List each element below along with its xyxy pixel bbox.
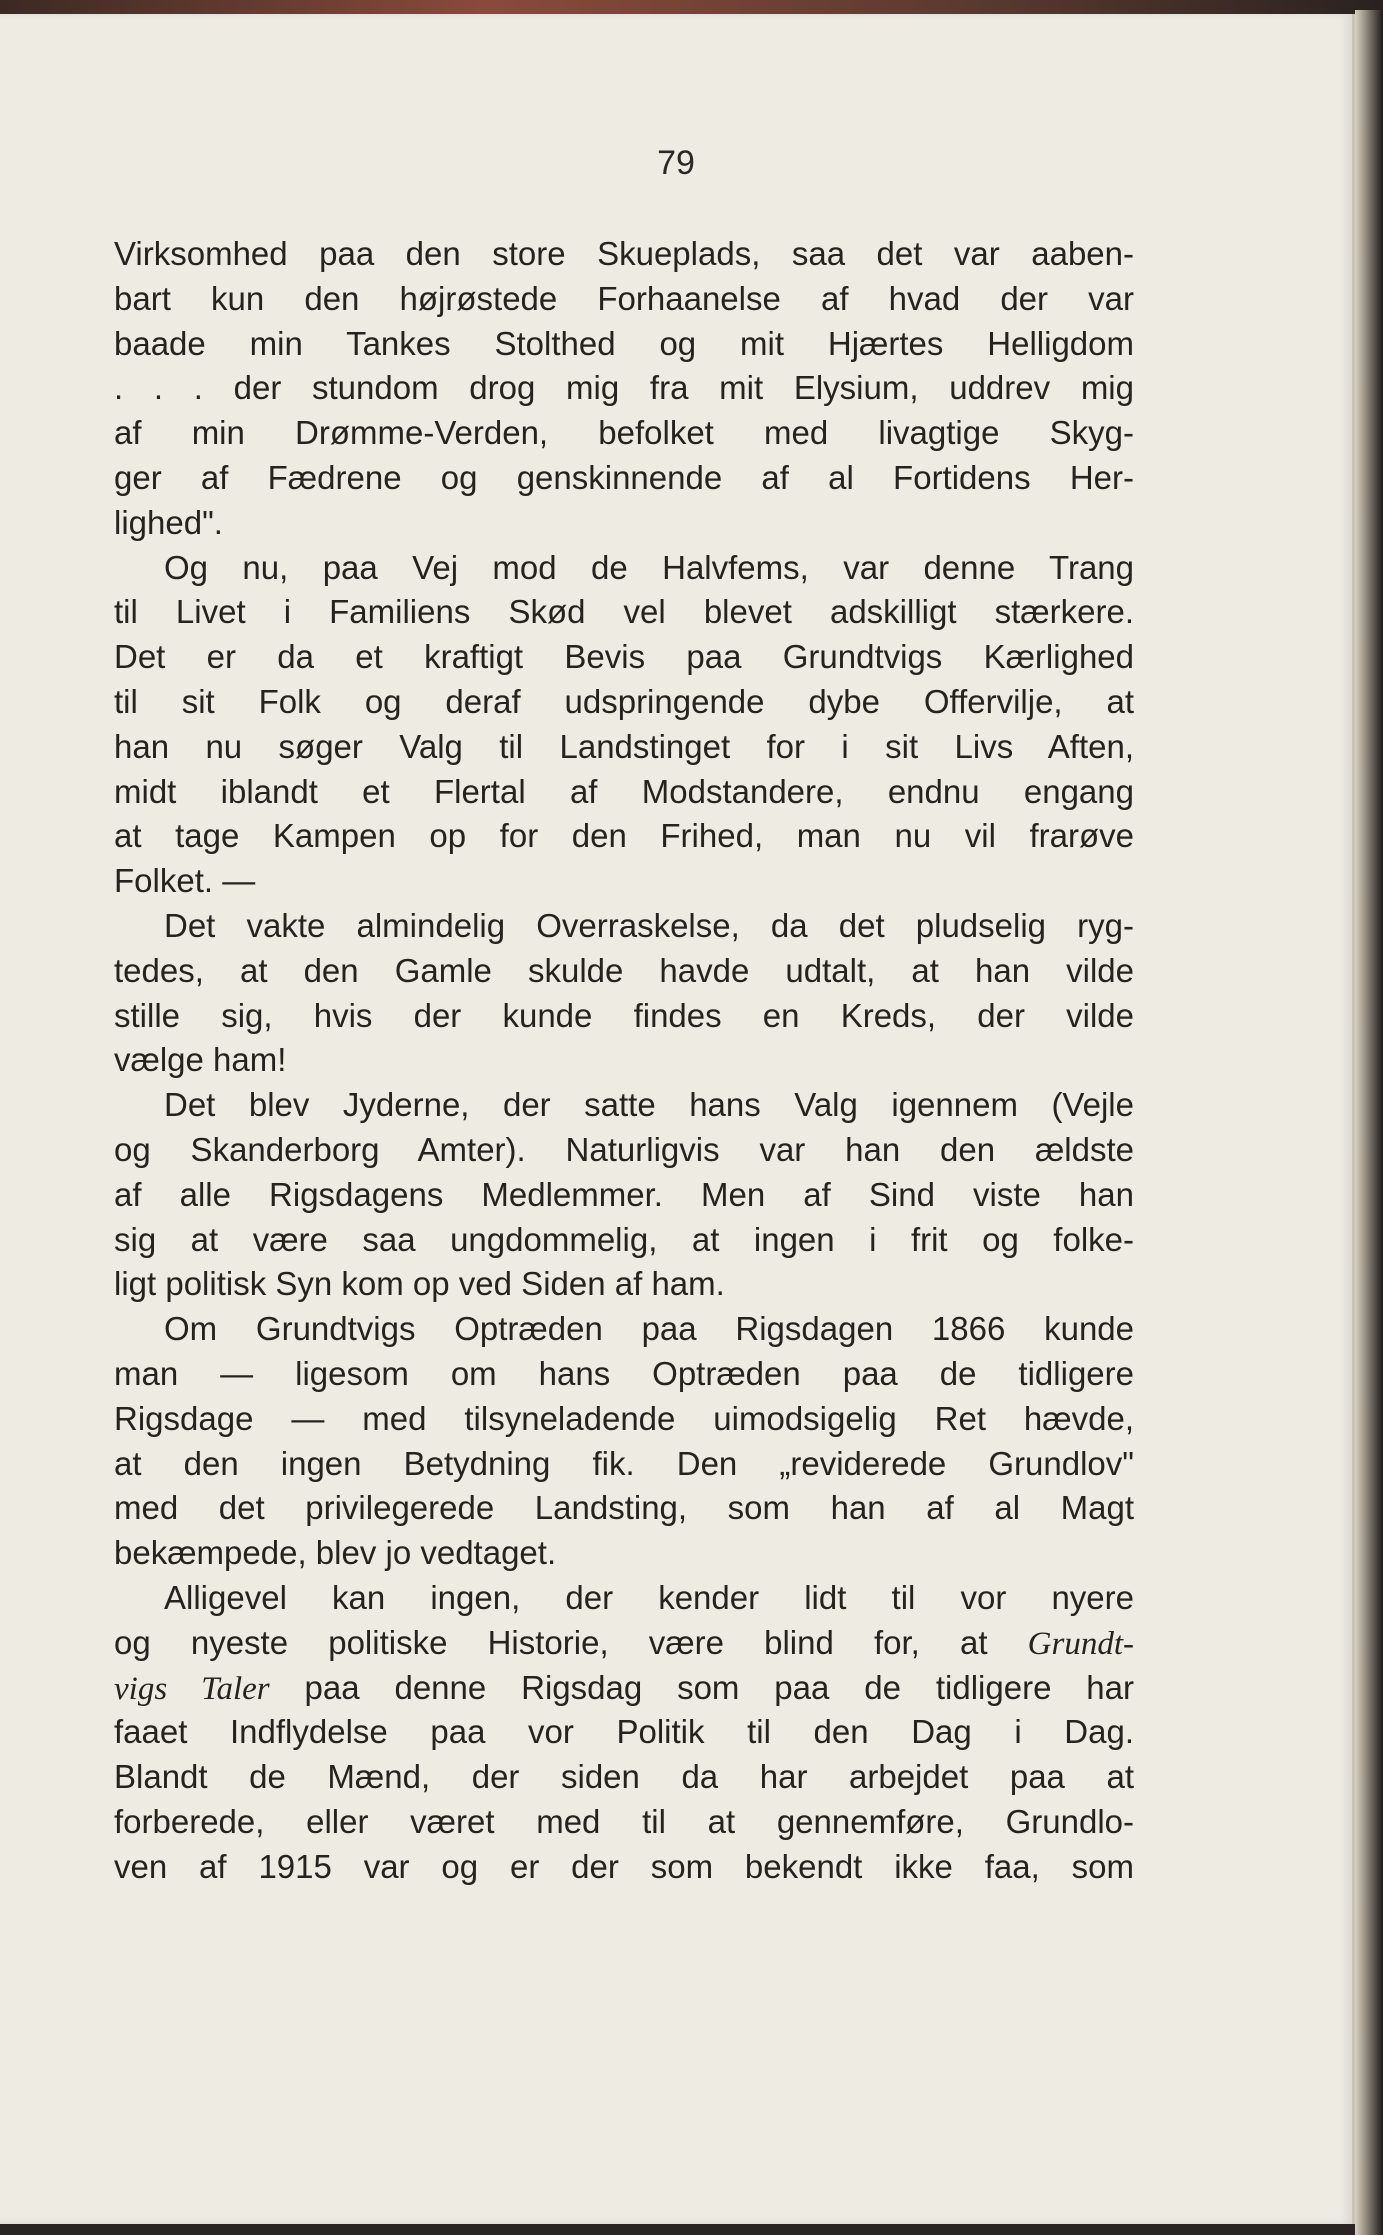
- text-line: Virksomhed paa den store Skueplads, saa det var aaben-: [114, 235, 1134, 272]
- text-segment: og nyeste politiske Historie, være blind for, at: [114, 1623, 1028, 1661]
- text-line: baade min Tankes Stolthed og mit Hjærtes Helligdom: [114, 324, 1134, 362]
- text-line: han nu søger Valg til Landstinget for i sit Livs Aften,: [114, 727, 1134, 765]
- text-line: af min Drømme-Verden, befolket med livagtige Skyg-: [114, 414, 1134, 452]
- text-line: at den ingen Betydning fik. Den „reviderede Grundlov": [114, 1444, 1134, 1482]
- text-line: Og nu, paa Vej mod de Halvfems, var denne Trang: [164, 548, 1134, 586]
- text-line: bart kun den højrøstede Forhaanelse af hvad der var: [114, 279, 1134, 317]
- text-line: bekæmpede, blev jo vedtaget.: [114, 1534, 557, 1572]
- text-line-mixed: [114, 1666, 1134, 1711]
- text-line: og Skanderborg Amter). Naturligvis var han den ældste: [114, 1130, 1134, 1168]
- text-segment: paa denne Rigsdag som paa de tidligere har: [269, 1668, 1135, 1706]
- text-line: Det er da et kraftigt Bevis paa Grundtvigs Kærlighed: [114, 638, 1134, 676]
- text-line: at tage Kampen op for den Frihed, man nu vil frarøve: [114, 817, 1134, 855]
- text-line: Folket. —: [114, 862, 256, 900]
- text-line: midt iblandt et Flertal af Modstandere, endnu engang: [114, 772, 1134, 810]
- italic-text: vigs Taler: [114, 1670, 270, 1707]
- text-line: af alle Rigsdagens Medlemmer. Men af Sind viste han: [114, 1175, 1134, 1213]
- text-line: sig at være saa ungdommelig, at ingen i frit og folke-: [114, 1220, 1134, 1258]
- text-line: forberede, eller været med til at gennemføre, Grundlo-: [114, 1802, 1134, 1840]
- body-text: [114, 232, 1134, 1889]
- text-line: ligt politisk Syn kom op ved Siden af ham.: [114, 1265, 725, 1303]
- text-line: ven af 1915 var og er der som bekendt ikke faa, som: [114, 1847, 1134, 1885]
- text-line: til Livet i Familiens Skød vel blevet adskilligt stærkere.: [114, 593, 1134, 631]
- text-line: ger af Fædrene og genskinnende af al Fortidens Her-: [114, 458, 1134, 496]
- text-line: Det vakte almindelig Overraskelse, da det pludselig ryg-: [164, 906, 1134, 944]
- text-line: Rigsdage — med tilsyneladende uimodsigelig Ret hævde,: [114, 1399, 1134, 1437]
- page-number: 79: [657, 144, 695, 182]
- text-line: Om Grundtvigs Optræden paa Rigsdagen 1866 kunde: [164, 1310, 1134, 1348]
- text-line: man — ligesom om hans Optræden paa de tidligere: [114, 1354, 1134, 1392]
- text-line: . . . der stundom drog mig fra mit Elysium, uddrev mig: [114, 369, 1134, 407]
- text-line: stille sig, hvis der kunde findes en Kreds, der vilde: [114, 996, 1134, 1034]
- text-line: faaet Indflydelse paa vor Politik til den Dag i Dag.: [114, 1713, 1134, 1751]
- text-line: med det privilegerede Landsting, som han af al Magt: [114, 1489, 1134, 1527]
- text-line: til sit Folk og deraf udspringende dybe Offervilje, at: [114, 682, 1134, 720]
- book-page: [0, 14, 1355, 2224]
- text-line: tedes, at den Gamle skulde havde udtalt, at han vilde: [114, 951, 1134, 989]
- text-line: lighed".: [114, 503, 223, 541]
- text-line: Det blev Jyderne, der satte hans Valg igennem (Vejle: [164, 1086, 1134, 1124]
- text-line: Alligevel kan ingen, der kender lidt til vor nyere: [164, 1578, 1134, 1616]
- book-spine-edge: [1355, 10, 1383, 2235]
- italic-text: Grundt-: [1027, 1625, 1134, 1662]
- text-line-mixed: [114, 1621, 1134, 1666]
- text-line: Blandt de Mænd, der siden da har arbejdet paa at: [114, 1758, 1134, 1796]
- text-line: vælge ham!: [114, 1041, 287, 1079]
